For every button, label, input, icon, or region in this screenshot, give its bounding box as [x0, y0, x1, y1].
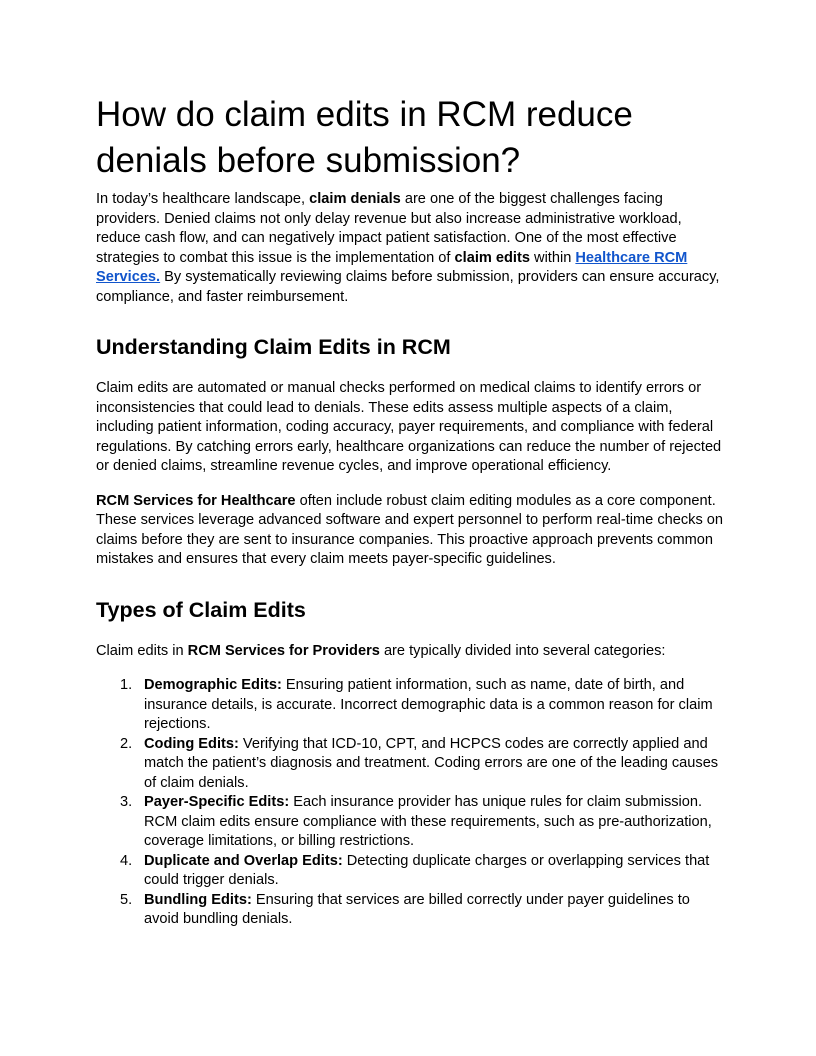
list-item — [96, 676, 724, 735]
claim-edit-types-list — [96, 676, 724, 930]
types-lead-paragraph — [96, 642, 724, 662]
list-item-text: Detecting duplicate charges or overlapping services that could trigger denials. — [144, 852, 710, 888]
page-title: How do claim edits in RCM reduce denials before submission? — [96, 95, 633, 180]
intro-text-3: within — [529, 249, 576, 266]
intro-bold-claim-denials: claim denials — [309, 191, 401, 207]
list-item-label: Coding Edits: — [144, 735, 239, 752]
list-item-text: Verifying that ICD-10, CPT, and HCPCS codes are correctly applied and match the patient’s diagnosis and treatment. Coding errors are one of the leading causes of claim denials. — [144, 735, 719, 791]
list-item-label: Duplicate and Overlap Edits: — [144, 852, 343, 869]
document-page — [96, 92, 724, 930]
list-item-number: 3. — [120, 794, 133, 810]
list-item-label: Bundling Edits: — [144, 891, 252, 908]
section-heading-understanding: Understanding Claim Edits in RCM — [96, 335, 451, 359]
list-item-text: Ensuring patient information, such as name, date of birth, and insurance details, is accurate. Incorrect demographic data is a common reason for claim rejections. — [144, 677, 713, 732]
list-item — [96, 852, 724, 891]
intro-text-1: In today’s healthcare landscape, — [96, 191, 310, 207]
rcm-services-providers-bold: RCM Services for Providers — [187, 642, 380, 659]
list-item — [96, 793, 724, 852]
rcm-services-healthcare-bold: RCM Services for Healthcare — [96, 492, 296, 509]
types-lead-text-2: are typically divided into several categories: — [379, 642, 666, 659]
understanding-paragraph-2 — [96, 492, 724, 570]
list-item-number: 2. — [120, 735, 133, 752]
understanding-paragraph-2-text: often include robust claim editing modules as a core component. These services leverage advanced software and expert personnel to perform real-time checks on claims before they are sent to insurance companies. This proactive approach prevents common mistakes and ensures that every claim meets payer-specific guidelines. — [96, 492, 724, 567]
understanding-paragraph-1: Claim edits are automated or manual checks performed on medical claims to identify errors or inconsistencies that could lead to denials. These edits assess multiple aspects of a claim, including patient information, coding accuracy, payer requirements, and compliance with federal regulations. By catching errors early, healthcare organizations can reduce the number of rejected or denied claims, streamline revenue cycles, and improve operational efficiency. — [96, 380, 722, 474]
list-item-number: 1. — [120, 677, 133, 693]
list-item-label: Payer-Specific Edits: — [144, 794, 290, 810]
intro-text-4: By systematically reviewing claims before submission, providers can ensure accuracy, compliance, and faster reimbursement. — [96, 269, 720, 305]
healthcare-rcm-services-link[interactable]: Healthcare RCM Services. — [96, 249, 688, 285]
intro-paragraph — [96, 190, 724, 307]
list-item-number: 5. — [120, 891, 133, 908]
types-lead-text-1: Claim edits in — [96, 642, 188, 659]
list-item — [96, 891, 724, 930]
list-item-text: Each insurance provider has unique rules for claim submission. RCM claim edits ensure compliance with these requirements, such as pre-authorization, coverage limitations, or billing restrictions. — [144, 794, 712, 849]
intro-text-2: are one of the biggest challenges facing providers. Denied claims not only delay revenue but also increase administrative workload, reduce cash flow, and can negatively impact patient satisfaction. One of the most effective strategies to combat this issue is the implementation of — [96, 191, 682, 266]
list-item-number: 4. — [120, 852, 133, 869]
list-item-text: Ensuring that services are billed correctly under payer guidelines to avoid bundling denials. — [144, 891, 690, 927]
list-item-label: Demographic Edits: — [144, 677, 282, 693]
intro-bold-claim-edits: claim edits — [454, 249, 530, 266]
list-item — [96, 735, 724, 794]
section-heading-types: Types of Claim Edits — [96, 597, 306, 622]
